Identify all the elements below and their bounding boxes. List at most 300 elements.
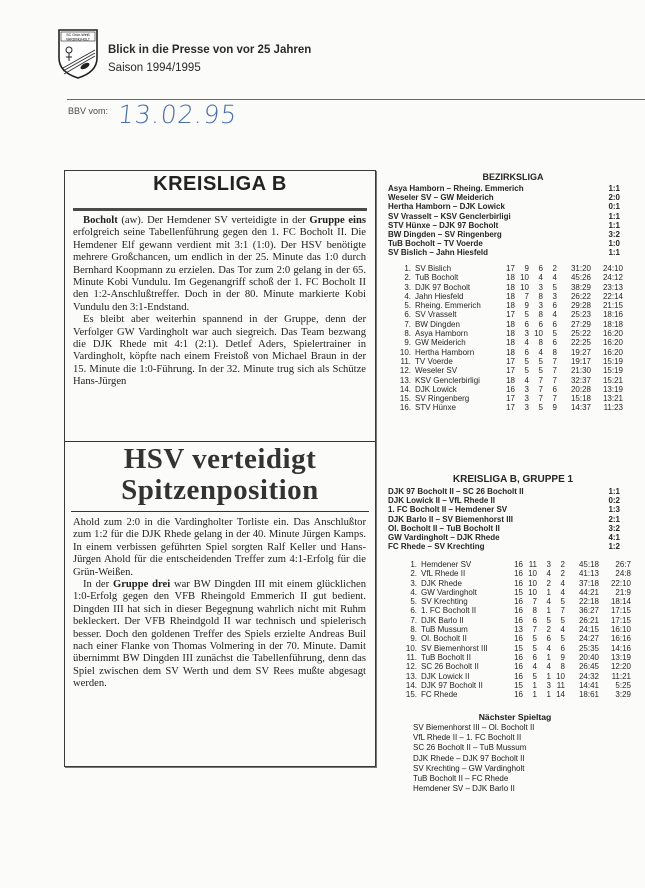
match-score: 1:1 — [608, 184, 620, 193]
draws: 7 — [538, 384, 543, 394]
points: 11:23 — [603, 403, 623, 413]
rank: 5. — [404, 301, 411, 311]
rank: 11. — [400, 356, 411, 366]
team-name: TuB Bocholt II — [421, 652, 471, 662]
games-played: 15 — [514, 643, 523, 653]
games-played: 15 — [514, 680, 523, 690]
draws: 4 — [546, 643, 551, 653]
draws: 8 — [538, 338, 543, 348]
draws: 3 — [546, 560, 551, 569]
wins: 6 — [532, 615, 537, 625]
rank: 16. — [399, 403, 411, 413]
dateline: Bocholt — [83, 215, 118, 226]
losses: 7 — [552, 375, 557, 385]
team-name: Jahn Hiesfeld — [415, 291, 464, 301]
table-row — [392, 273, 642, 282]
club-crest-logo — [57, 28, 99, 80]
wins: 7 — [532, 625, 537, 635]
goal-ratio: 27:29 — [570, 319, 591, 329]
wins: 9 — [524, 264, 529, 273]
losses: 4 — [560, 625, 565, 635]
text: In der — [83, 579, 113, 591]
rank: 2. — [410, 569, 417, 579]
next-match: SC 26 Bocholt II – TuB Mussum — [413, 743, 527, 753]
draws: 1 — [546, 690, 551, 700]
losses: 4 — [552, 273, 557, 283]
headline-line-1: HSV verteidigt — [123, 443, 317, 475]
draws: 10 — [534, 329, 543, 339]
match-pairing: Hertha Hamborn – DJK Lowick — [388, 202, 505, 212]
source-label: BBV vom: — [68, 106, 109, 116]
result-row — [388, 230, 638, 239]
table-row — [398, 606, 645, 615]
rank: 3. — [410, 578, 417, 588]
games-played: 18 — [506, 375, 515, 385]
rank: 10. — [399, 347, 411, 357]
points: 21:15 — [602, 301, 623, 311]
match-pairing: SV Vrasselt – KSV Genclerbirligi — [388, 211, 511, 221]
losses: 10 — [556, 671, 565, 681]
table-row — [392, 320, 642, 329]
text: (aw). Der Hemdener SV verteidigte in der — [117, 215, 310, 226]
wins: 5 — [532, 671, 537, 681]
games-played: 15 — [514, 587, 523, 597]
draws: 4 — [538, 347, 543, 357]
rank: 1. — [404, 264, 411, 273]
points: 18:18 — [602, 319, 623, 329]
points: 13:19 — [602, 384, 623, 394]
article-headline — [65, 444, 375, 506]
wins: 7 — [524, 291, 529, 301]
goal-ratio: 25:35 — [578, 643, 599, 653]
team-name: VfL Rhede II — [421, 569, 466, 579]
result-row — [388, 221, 638, 230]
article-body-part1 — [73, 215, 366, 389]
table-row — [398, 616, 645, 625]
wins: 5 — [524, 310, 529, 320]
next-match: SV Krechting – GW Vardingholt — [413, 763, 525, 773]
losses: 4 — [560, 578, 565, 588]
draws: 1 — [546, 606, 551, 616]
wins: 6 — [532, 652, 537, 662]
bezirksliga-title: BEZIRKSLIGA — [482, 172, 544, 182]
draws: 7 — [538, 375, 543, 385]
result-row — [388, 542, 638, 551]
match-score: 1:1 — [608, 487, 620, 496]
match-pairing: 1. FC Bocholt II – Hemdener SV — [388, 505, 508, 515]
team-name: 1. FC Bocholt II — [421, 606, 477, 616]
article-body-part2 — [73, 517, 366, 691]
losses: 6 — [552, 301, 557, 311]
points: 26:7 — [615, 560, 631, 569]
games-played: 18 — [506, 301, 515, 311]
table-row — [392, 385, 642, 394]
goal-ratio: 14:41 — [578, 680, 599, 690]
team-name: SV Biemenhorst III — [421, 643, 488, 653]
team-name: Asya Hamborn — [415, 329, 468, 339]
draws: 6 — [546, 634, 551, 644]
rank: 1. — [410, 560, 417, 569]
newspaper-article — [64, 170, 376, 767]
next-matchday-title: Nächster Spieltag — [478, 712, 552, 722]
text: erfolgreich seine Tabellenführung gegen den 1. FC Bocholt II. Die Hemdener Elf gewann verdient mit 3:1 (1:0). Der HSV benötigte mehrere Großchancen, um endlich in der 25. Minute das 1:0 durch Bernhard Koopmann zu erzielen. Das Tor zum 2:0 gelang in der 65. Minute Kobi Vundulu. Im Gegenangriff schoß der 1. FC Bocholt II den 1:2-Anschlußtreffer. Doch in der 80. Minute markierte Kobi Vundulu den 3:1-Endstand. — [73, 227, 366, 313]
losses: 6 — [552, 319, 557, 329]
rank: 4. — [410, 587, 417, 597]
rank: 6. — [410, 606, 417, 616]
points: 24:12 — [602, 273, 623, 283]
goal-ratio: 36:27 — [578, 606, 599, 616]
paragraph: Es bleibt aber weiterhin spannend in der Gruppe, denn der Verfolger GW Vardingholt war auch siegreich. Das Team bezwang die DJK Rhede mit 4:1 (2:1). Detlef Aders, Spielertrainer in Vardingholt, köpfte nach einem Freistoß von Michael Braun in der 15. Minute die 1:0-Führung. In der 32. Minute trug sich als Schütze Hans-Jürgen — [73, 314, 366, 388]
match-pairing: STV Hünxe – DJK 97 Bocholt — [388, 220, 499, 230]
team-name: TuB Bocholt — [415, 273, 459, 283]
result-row — [388, 202, 638, 211]
table-row — [398, 672, 645, 681]
table-row — [392, 292, 642, 301]
losses: 14 — [556, 690, 565, 700]
wins: 10 — [528, 587, 537, 597]
draws: 4 — [546, 597, 551, 607]
losses: 8 — [552, 347, 557, 357]
goal-ratio: 29:28 — [570, 301, 591, 311]
goal-ratio: 26:45 — [578, 662, 599, 672]
draws: 4 — [546, 662, 551, 672]
rank: 9. — [410, 634, 417, 644]
goal-ratio: 14:37 — [570, 403, 591, 413]
games-played: 17 — [506, 310, 515, 320]
table-row — [398, 588, 645, 597]
team-name: SV Vrasselt — [415, 310, 457, 320]
match-score: 4:1 — [608, 532, 620, 542]
points: 13:21 — [602, 394, 623, 404]
points: 18:16 — [602, 310, 623, 320]
table-row — [398, 569, 645, 578]
match-pairing: DJK Barlo II – SV Biemenhorst III — [388, 514, 513, 524]
draws: 3 — [538, 282, 543, 292]
rank: 8. — [404, 329, 411, 339]
points: 16:20 — [602, 338, 623, 348]
points: 21:9 — [615, 587, 631, 597]
points: 5:25 — [615, 680, 631, 690]
table-row — [392, 283, 642, 292]
goal-ratio: 24:27 — [578, 634, 599, 644]
losses: 11 — [556, 680, 565, 690]
points: 23:13 — [602, 282, 623, 292]
goal-ratio: 24:32 — [578, 671, 599, 681]
goal-ratio: 45:26 — [570, 273, 591, 283]
next-match: DJK Rhede – DJK 97 Bocholt II — [413, 753, 525, 763]
draws: 3 — [546, 680, 551, 690]
games-played: 16 — [514, 560, 523, 569]
match-pairing: Weseler SV – GW Meiderich — [388, 193, 494, 203]
match-pairing: DJK Lowick II – VfL Rhede II — [388, 496, 495, 506]
losses: 7 — [552, 394, 557, 404]
table-row — [398, 579, 645, 588]
losses: 5 — [560, 597, 565, 607]
draws: 4 — [546, 569, 551, 579]
rank: 12. — [405, 662, 417, 672]
match-score: 1:0 — [608, 239, 620, 249]
games-played: 16 — [514, 634, 523, 644]
goal-ratio: 22:18 — [578, 597, 599, 607]
table-row — [392, 338, 642, 347]
goal-ratio: 44:21 — [578, 587, 599, 597]
draws: 5 — [538, 356, 543, 366]
losses: 7 — [560, 606, 565, 616]
table-row — [392, 348, 642, 357]
goal-ratio: 19:17 — [570, 356, 591, 366]
points: 17:15 — [610, 615, 631, 625]
team-name: DJK Lowick II — [421, 671, 470, 681]
results-list — [388, 487, 638, 551]
group-name: Gruppe eins — [309, 215, 366, 226]
wins: 5 — [532, 634, 537, 644]
games-played: 17 — [506, 394, 515, 404]
kreisliga-b1-title: KREISLIGA B, GRUPPE 1 — [452, 474, 574, 485]
match-score: 0:1 — [608, 202, 620, 212]
draws: 2 — [546, 578, 551, 588]
points: 15:21 — [602, 375, 623, 385]
draws: 5 — [538, 403, 543, 413]
wins: 3 — [524, 394, 529, 404]
table-row — [398, 662, 645, 671]
losses: 4 — [552, 310, 557, 320]
losses: 9 — [560, 652, 565, 662]
table-row — [398, 625, 645, 634]
goal-ratio: 20:28 — [570, 384, 591, 394]
team-name: Hertha Hamborn — [415, 347, 475, 357]
team-name: SC 26 Bocholt II — [421, 662, 479, 672]
games-played: 16 — [514, 597, 523, 607]
goal-ratio: 21:30 — [570, 366, 591, 376]
paragraph — [73, 579, 366, 691]
match-score: 1:1 — [608, 220, 620, 230]
losses: 5 — [552, 329, 557, 339]
match-pairing: DJK 97 Bocholt II – SC 26 Bocholt II — [388, 487, 524, 496]
result-row — [388, 184, 638, 193]
goal-ratio: 20:40 — [578, 652, 599, 662]
table-row — [392, 264, 642, 273]
wins: 4 — [532, 662, 537, 672]
goal-ratio: 41:13 — [578, 569, 599, 579]
goal-ratio: 15:18 — [570, 394, 591, 404]
losses: 6 — [552, 384, 557, 394]
draws: 6 — [538, 319, 543, 329]
table-row — [392, 366, 642, 375]
points: 22:14 — [602, 291, 623, 301]
games-played: 16 — [514, 690, 523, 700]
wins: 10 — [528, 578, 537, 588]
goal-ratio: 19:27 — [570, 347, 591, 357]
goal-ratio: 37:18 — [578, 578, 599, 588]
games-played: 18 — [506, 291, 515, 301]
games-played: 17 — [506, 356, 515, 366]
table-row — [392, 357, 642, 366]
goal-ratio: 22:25 — [570, 338, 591, 348]
games-played: 18 — [506, 329, 515, 339]
table-row — [398, 560, 645, 569]
draws: 8 — [538, 310, 543, 320]
rank: 6. — [404, 310, 411, 320]
team-name: SV Ringenberg — [415, 394, 470, 404]
goal-ratio: 45:18 — [578, 560, 599, 569]
games-played: 16 — [514, 662, 523, 672]
draws: 1 — [546, 587, 551, 597]
team-name: FC Rhede — [421, 690, 458, 700]
wins: 1 — [532, 690, 537, 700]
paragraph — [73, 215, 366, 314]
match-score: 1:3 — [608, 505, 620, 515]
wins: 10 — [520, 282, 529, 292]
draws: 1 — [546, 652, 551, 662]
points: 22:10 — [610, 578, 631, 588]
result-row — [388, 487, 638, 496]
table-row — [398, 653, 645, 662]
games-played: 16 — [506, 384, 515, 394]
team-name: TV Voerde — [415, 356, 453, 366]
wins: 3 — [524, 384, 529, 394]
rank: 7. — [404, 319, 411, 329]
match-score: 0:2 — [608, 496, 620, 506]
result-row — [388, 524, 638, 533]
points: 16:16 — [610, 634, 631, 644]
next-match: SV Biemenhorst III – Ol. Bocholt II — [413, 723, 535, 732]
rank: 4. — [404, 291, 411, 301]
table-row — [398, 597, 645, 606]
points: 14:16 — [610, 643, 631, 653]
rank: 15. — [405, 690, 417, 700]
rank: 7. — [410, 615, 417, 625]
goal-ratio: 25:22 — [570, 329, 591, 339]
handwritten-date: 13.02.95 — [116, 100, 239, 129]
draws: 8 — [538, 291, 543, 301]
points: 13:19 — [610, 652, 631, 662]
draws: 1 — [546, 671, 551, 681]
rank: 5. — [410, 597, 417, 607]
losses: 5 — [560, 615, 565, 625]
match-score: 1:2 — [608, 542, 620, 552]
table-row — [392, 394, 642, 403]
rank: 13. — [399, 375, 411, 385]
losses: 2 — [560, 569, 565, 579]
rank: 9. — [404, 338, 411, 348]
points: 15:19 — [602, 366, 623, 376]
match-pairing: GW Vardingholt – DJK Rhede — [388, 532, 500, 542]
table-row — [392, 376, 642, 385]
team-name: KSV Genclerbirligi — [415, 375, 480, 385]
team-name: Ol. Bocholt II — [421, 634, 467, 644]
page-title: Blick in die Presse von vor 25 Jahren — [108, 44, 312, 56]
match-pairing: BW Dingden – SV Ringenberg — [388, 229, 502, 239]
goal-ratio: 25:23 — [570, 310, 591, 320]
goal-ratio: 18:61 — [578, 690, 599, 700]
team-name: Rheing. Emmerich — [415, 301, 481, 311]
result-row — [388, 496, 638, 505]
wins: 8 — [532, 606, 537, 616]
wins: 5 — [532, 643, 537, 653]
games-played: 17 — [506, 403, 515, 413]
points: 11:21 — [611, 671, 631, 681]
games-played: 16 — [514, 578, 523, 588]
games-played: 16 — [514, 671, 523, 681]
wins: 10 — [520, 273, 529, 283]
games-played: 18 — [506, 347, 515, 357]
logo-text-top: SC Grün-Weiß — [66, 33, 90, 38]
table-row — [392, 403, 642, 412]
rank: 8. — [410, 625, 417, 635]
team-name: GW Meiderich — [415, 338, 466, 348]
points: 18:14 — [610, 597, 631, 607]
match-pairing: TuB Bocholt – TV Voerde — [388, 239, 483, 249]
logo-text-bottom: VARDINGHOLT — [66, 37, 90, 42]
team-name: TuB Mussum — [421, 625, 468, 635]
rank: 14. — [399, 384, 411, 394]
team-name: DJK Lowick — [415, 384, 457, 394]
wins: 6 — [524, 347, 529, 357]
games-played: 18 — [506, 273, 515, 283]
bezirksliga-table — [392, 264, 642, 413]
draws: 5 — [538, 366, 543, 376]
team-name: DJK Barlo II — [421, 615, 464, 625]
wins: 1 — [532, 680, 537, 690]
losses: 3 — [552, 291, 557, 301]
goal-ratio: 31:20 — [570, 264, 591, 273]
losses: 2 — [552, 264, 557, 273]
draws: 4 — [538, 273, 543, 283]
title-divider — [73, 208, 367, 211]
table-row — [398, 634, 645, 643]
points: 24:10 — [602, 264, 623, 273]
next-match: Hemdener SV – DJK Barlo II — [413, 784, 515, 794]
games-played: 18 — [506, 319, 515, 329]
rank: 12. — [399, 366, 411, 376]
table-row — [398, 644, 645, 653]
goal-ratio: 24:15 — [578, 625, 599, 635]
team-name: DJK 97 Bocholt — [415, 282, 471, 292]
wins: 4 — [524, 338, 529, 348]
losses: 7 — [552, 356, 557, 366]
kreisliga-b1-table — [398, 560, 645, 699]
group-name: Gruppe drei — [112, 579, 171, 591]
rank: 2. — [404, 273, 411, 283]
wins: 7 — [532, 597, 537, 607]
team-name: Weseler SV — [415, 366, 458, 376]
losses: 5 — [552, 282, 557, 292]
match-pairing: SV Bislich – Jahn Hiesfeld — [388, 248, 489, 258]
text: war BW Dingden III mit einem glücklichen 1:0-Erfolg gegen den VFB Rheingold Emmerich II gut bedient. Dingden III hat sich in dieser Begegnung wahrlich nicht mit Ruhm bekleckert. Der VFB Rheindgold II war technisch und spielerisch besser. Doch den goldenen Treffer des Spiels erzielte Andreas Buil nach einer Flanke von Thomas Volmering in der 70. Minute. Damit übernimmt BW Dingden III zunächst die Tabellenführung, denn das Spiel zwischen dem SV Werth und dem SV Rees mußte abgesagt werden. — [73, 579, 367, 690]
paragraph: Ahold zum 2:0 in die Vardingholter Torliste ein. Das Anschlußtor zum 1:2 für die DJK Rhede gelang in der 40. Minute Jürgen Kamps. In einem verbissen geführten Spiel sorgten Ralf Keller und Hans-Jürgen Ahold für die entscheidenden Treffer zum 4:1-Erfolg für die Grün-Weißen. — [73, 517, 366, 578]
section-title: KREISLIGA B — [153, 173, 287, 195]
losses: 9 — [552, 403, 557, 413]
rank: 15. — [399, 394, 411, 404]
table-row — [392, 301, 642, 310]
rank: 13. — [405, 671, 417, 681]
games-played: 16 — [514, 615, 523, 625]
goal-ratio: 32:37 — [570, 375, 591, 385]
headline-line-2: Spitzenposition — [121, 474, 319, 506]
goal-ratio: 26:21 — [578, 615, 599, 625]
points: 3:29 — [615, 690, 631, 700]
next-match: TuB Bocholt II – FC Rhede — [413, 774, 509, 784]
games-played: 16 — [514, 652, 523, 662]
losses: 6 — [552, 338, 557, 348]
table-row — [392, 310, 642, 319]
wins: 4 — [524, 375, 529, 385]
games-played: 18 — [506, 282, 515, 292]
wins: 10 — [528, 569, 537, 579]
headline-divider-top — [65, 441, 375, 442]
result-row — [388, 248, 638, 257]
next-matchday-list — [413, 723, 534, 794]
